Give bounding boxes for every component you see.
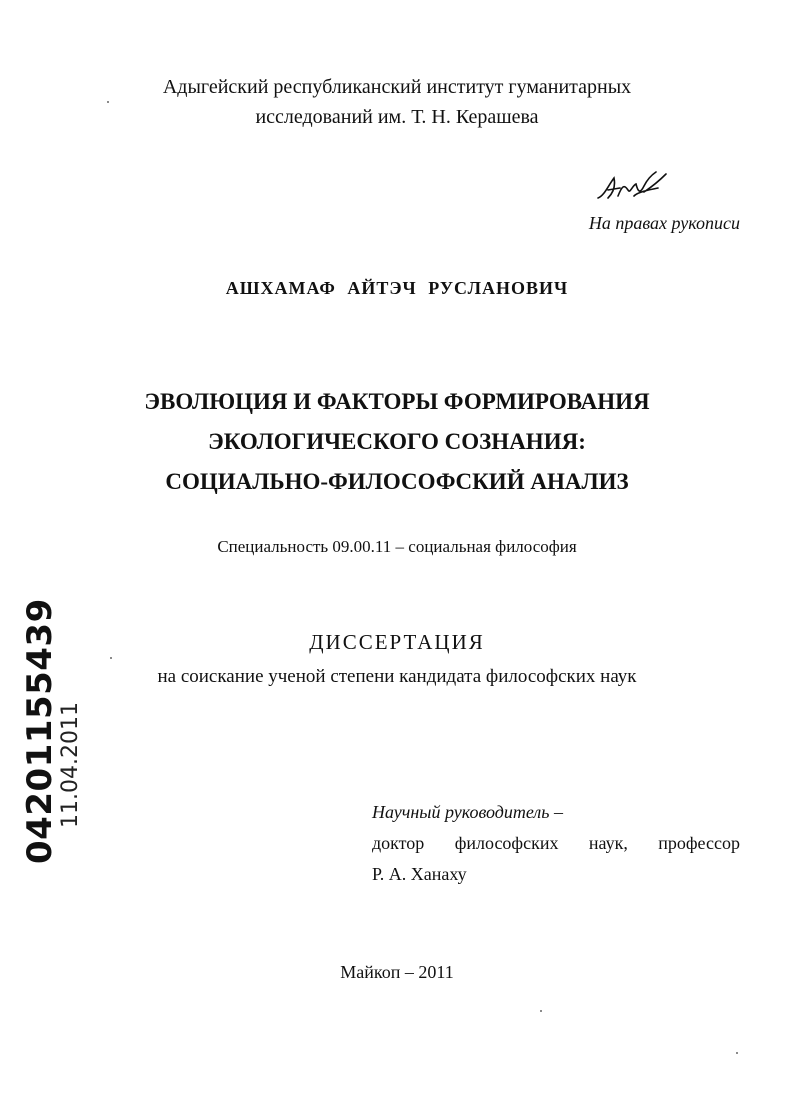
degree-statement: на соискание ученой степени кандидата философских наук [157, 666, 637, 687]
title-line-1: ЭВОЛЮЦИЯ И ФАКТОРЫ ФОРМИРОВАНИЯ [144, 389, 650, 414]
institution-name [0, 72, 794, 132]
supervisor-rank-word: философских [454, 833, 559, 853]
manuscript-note: На правах рукописи [588, 213, 740, 233]
supervisor-rank-word: наук, [588, 833, 628, 853]
dissertation-title [0, 382, 794, 502]
supervisor-rank [372, 828, 740, 859]
supervisor-rank-word: профессор [658, 833, 740, 853]
supervisor-rank-word: доктор [372, 833, 425, 853]
registration-number: 04201155439 [20, 598, 60, 864]
city-year: Майкоп – 2011 [340, 962, 454, 982]
title-line-2: ЭКОЛОГИЧЕСКОГО СОЗНАНИЯ: [208, 429, 586, 454]
supervisor-role: Научный руководитель – [372, 802, 563, 822]
signature-mark [594, 168, 674, 208]
author-name: АШХАМАФ АЙТЭЧ РУСЛАНОВИЧ [225, 278, 569, 298]
scan-speck [540, 1010, 542, 1012]
institution-line-2: исследований им. Т. Н. Керашева [255, 106, 539, 128]
document-type: ДИССЕРТАЦИЯ [309, 630, 485, 654]
supervisor-block [372, 797, 740, 890]
scan-speck [736, 1052, 738, 1054]
scan-speck [110, 657, 112, 659]
supervisor-name: Р. А. Ханаху [372, 864, 467, 884]
scan-speck [107, 101, 109, 103]
institution-line-1: Адыгейский республиканский институт гуманитарных [162, 76, 632, 98]
registration-date: 11.04.2011 [58, 702, 83, 828]
specialty: Специальность 09.00.11 – социальная философия [217, 537, 577, 556]
title-line-3: СОЦИАЛЬНО-ФИЛОСОФСКИЙ АНАЛИЗ [165, 469, 629, 494]
